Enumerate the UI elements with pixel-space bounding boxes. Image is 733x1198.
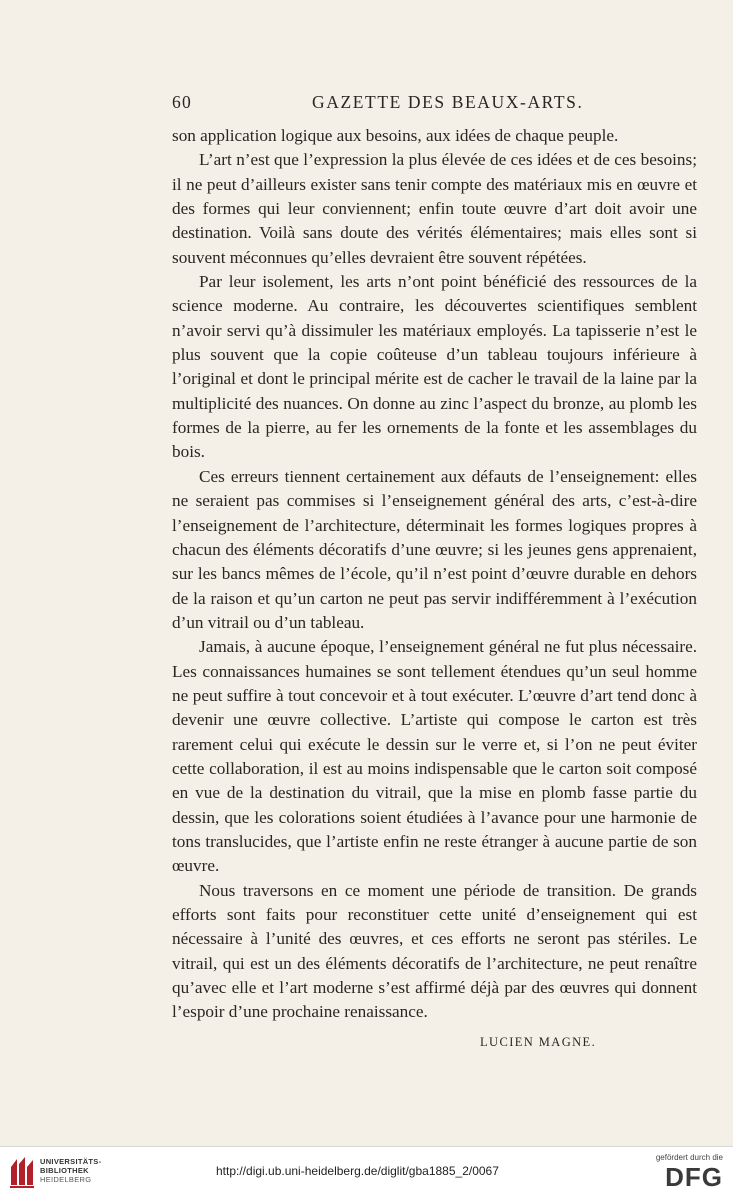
paragraph-4: Ces erreurs tiennent certainement aux défauts de l’enseignement: elles ne seraient pas commises si l’enseignement général des arts, c’est-à-dire l’enseignement de l’architecture, déterminait les formes logiques propres à chacun des éléments décoratifs d’une œuvre; si les jeunes gens apprenaient, sur les bancs mêmes de l’école, qu’il n’est point d’œuvre durable en dehors de la raison et qu’un carton ne peut pas servir indifféremment à l’exécution d’un vitrail ou d’un tableau.: [172, 466, 697, 632]
university-library-logo-icon: [8, 1155, 36, 1189]
paragraph-2: L’art n’est que l’expression la plus élevée de ces idées et de ces besoins; il ne peut d’ailleurs exister sans tenir compte des matériaux mis en œuvre et des formes qui leur conviennent; enfin toute œuvre d’art doit avoir une destination. Voilà sans doute des vérités élémentaires; mais elles sont si souvent méconnues qu’elles devraient être souvent répétées.: [172, 150, 697, 267]
funder-block: [656, 1153, 723, 1192]
library-name-line-1: UNIVERSITÄTS-: [40, 1157, 102, 1166]
paragraph-3: Par leur isolement, les arts n’ont point bénéficié des ressources de la science moderne. Au contraire, les découvertes scientifiques semblent n’avoir servi qu’à dissimuler les matériaux employés. La tapisserie n’est le plus souvent que la copie coûteuse d’un tableau toujours inférieure à l’original et dont le principal mérite est de cacher le travail de la laine par la multiplicité des nuances. On donne au zinc l’aspect du bronze, au plomb les formes de la pierre, au fer les ornements de la fonte et les assemblages du bois.: [172, 272, 697, 462]
journal-title: GAZETTE DES BEAUX-ARTS.: [312, 92, 584, 112]
dfg-logo-icon: DFG: [665, 1162, 723, 1192]
permalink-url[interactable]: http://digi.ub.uni-heidelberg.de/diglit/gba1885_2/0067: [216, 1164, 499, 1178]
running-header: [172, 92, 694, 120]
library-name: [40, 1157, 101, 1184]
paragraph-6: Nous traversons en ce moment une période de transition. De grands efforts sont faits pour reconstituer cette unité d’enseignement qui est nécessaire à l’unité des œuvres, et ces efforts ne seront pas stériles. Le vitrail, qui est un des éléments décoratifs de l’architecture, ne peut renaître qu’avec elle et l’art moderne s’est affirmé déjà par des œuvres qui donnent l’espoir d’une prochaine renaissance.: [172, 880, 697, 1022]
paragraph-1: son application logique aux besoins, aux idées de chaque peuple.: [172, 126, 619, 145]
author-signature: LUCIEN MAGNE.: [480, 1035, 597, 1049]
digitization-footer: [0, 1146, 733, 1198]
body-text: [172, 124, 697, 1025]
library-name-line-3: HEIDELBERG: [40, 1175, 92, 1184]
library-name-line-2: BIBLIOTHEK: [40, 1166, 89, 1175]
page-number: 60: [172, 92, 192, 112]
paragraph-5: Jamais, à aucune époque, l’enseignement général ne fut plus nécessaire. Les connaissances humaines se sont tellement étendues qu’un seul homme ne peut suffire à tout concevoir et à tout exécuter. L’œuvre d’art tend donc à devenir une œuvre collective. L’artiste qui compose le carton est très rarement celui qui exécute le dessin sur le verre et, si l’on ne peut éviter cette collaboration, il est au moins indispensable que le carton soit composé en vue de la destination du vitrail, que la mise en plomb fasse partie du dessin, que les colorations soient étudiées à l’avance pour une harmonie de tons translucides, que l’artiste enfin ne reste étranger à aucune partie de son œuvre.: [172, 637, 697, 876]
funding-note: gefördert durch die: [655, 1153, 723, 1162]
